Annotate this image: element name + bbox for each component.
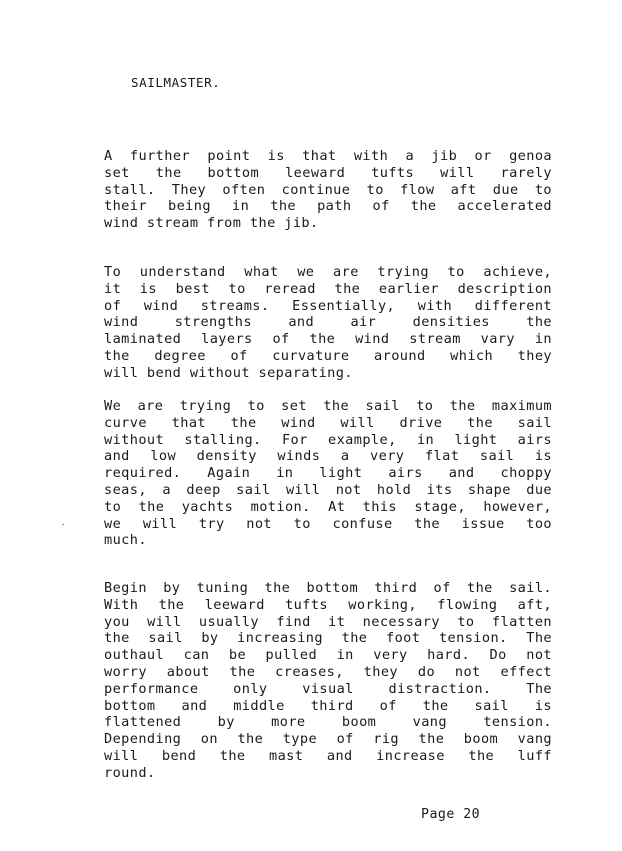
page-header: SAILMASTER. [131, 75, 221, 90]
text-line: to the yachts motion. At this stage, however, [104, 498, 552, 515]
text-line: Begin by tuning the bottom third of the sail. [104, 580, 552, 596]
paragraph-maximum-curve [104, 398, 552, 549]
text-line: you will usually find it necessary to flatten [104, 613, 552, 630]
text-line: of wind streams. Essentially, with different [104, 297, 552, 314]
text-line: set the bottom leeward tufts will rarely [104, 164, 552, 181]
page-number: Page 20 [421, 807, 481, 822]
text-line: laminated layers of the wind stream vary in [104, 331, 552, 348]
text-line: A further point is that with a jib or genoa [104, 148, 552, 164]
text-line: stall. They often continue to flow aft due to [104, 181, 552, 198]
text-line: wind strengths and air densities the [104, 314, 552, 331]
text-line: required. Again in light airs and choppy [104, 465, 552, 482]
text-line: Depending on the type of rig the boom vang [104, 731, 552, 748]
text-line: much. [104, 532, 147, 549]
text-line: the degree of curvature around which they [104, 347, 552, 364]
paragraph-bottom-third [104, 580, 552, 782]
text-line: without stalling. For example, in light airs [104, 431, 552, 448]
scan-speck [62, 524, 64, 525]
text-line: bottom and middle third of the sail is [104, 697, 552, 714]
text-line: With the leeward tufts working, flowing aft, [104, 596, 552, 613]
paragraph-wind-streams [104, 264, 552, 382]
text-line: performance only visual distraction. The [104, 680, 552, 697]
text-line: We are trying to set the sail to the maximum [104, 398, 552, 414]
text-line: worry about the creases, they do not effect [104, 663, 552, 680]
text-line: To understand what we are trying to achieve, [104, 264, 552, 280]
text-line: will bend without separating. [104, 364, 353, 381]
text-line: round. [104, 764, 156, 781]
text-line: will bend the mast and increase the luff [104, 747, 552, 764]
text-line: wind stream from the jib. [104, 215, 319, 232]
text-line: and low density winds a very flat sail is [104, 448, 552, 465]
text-line: the sail by increasing the foot tension. The [104, 630, 552, 647]
text-line: seas, a deep sail will not hold its shape due [104, 481, 552, 498]
text-line: their being in the path of the accelerated [104, 198, 552, 215]
text-line: outhaul can be pulled in very hard. Do not [104, 647, 552, 664]
text-line: flattened by more boom vang tension. [104, 714, 552, 731]
text-line: it is best to reread the earlier description [104, 280, 552, 297]
text-line: curve that the wind will drive the sail [104, 414, 552, 431]
paragraph-jib-tufts [104, 148, 552, 232]
text-line: we will try not to confuse the issue too [104, 515, 552, 532]
